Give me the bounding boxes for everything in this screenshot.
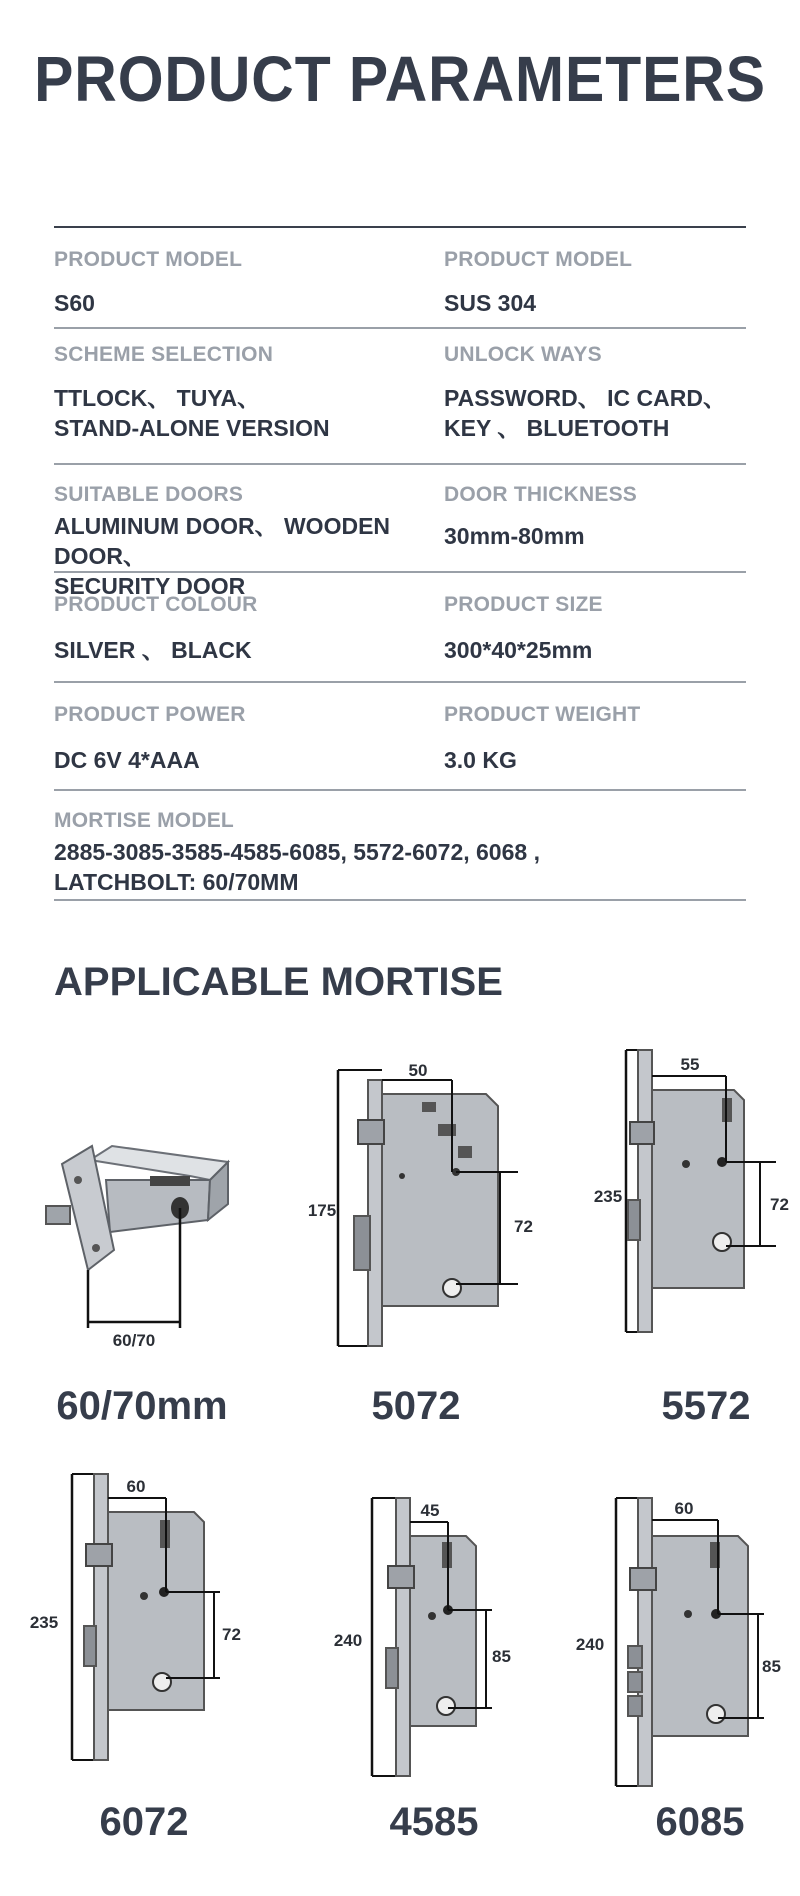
param-cell: [444, 593, 746, 681]
dim-backset: 60: [674, 1499, 694, 1518]
param-label: SCHEME SELECTION: [54, 343, 274, 366]
table-row: [54, 791, 746, 901]
param-label: PRODUCT POWER: [54, 703, 246, 726]
param-label: UNLOCK WAYS: [444, 343, 602, 366]
mortise-5072-diagram: [302, 1060, 542, 1360]
param-label: DOOR THICKNESS: [444, 483, 637, 506]
param-cell: [54, 343, 444, 463]
dim-backset: 60: [126, 1477, 146, 1496]
dim-center: 85: [762, 1657, 781, 1676]
param-value: SUS 304: [444, 290, 537, 316]
mortise-6072-drawing: [24, 1470, 241, 1770]
param-value: DC 6V 4*AAA: [54, 747, 200, 773]
mortise-6072-diagram: [24, 1470, 241, 1770]
dim-height: 240: [575, 1635, 605, 1654]
param-cell: [54, 703, 444, 789]
param-value: TTLOCK、 TUYA、 STAND-ALONE VERSION: [54, 385, 330, 441]
mortise-4585-drawing: [326, 1486, 526, 1786]
dim-height: 240: [333, 1631, 363, 1650]
param-label: PRODUCT COLOUR: [54, 593, 258, 616]
param-value: 300*40*25mm: [444, 637, 593, 663]
param-cell: [54, 593, 444, 681]
page-title: PRODUCT PARAMETERS: [34, 43, 766, 115]
mortise-caption: 6072: [99, 1800, 189, 1844]
table-row: [54, 329, 746, 465]
param-label: SUITABLE DOORS: [54, 483, 244, 506]
mortise-caption: 4585: [389, 1800, 479, 1844]
mortise-caption: 5072: [371, 1384, 461, 1428]
param-cell: [444, 343, 746, 463]
param-value: S60: [54, 290, 95, 316]
latchbolt-diagram: [40, 1120, 230, 1350]
param-cell: [444, 483, 746, 571]
mortise-caption: 5572: [661, 1384, 751, 1428]
param-cell: [444, 248, 746, 327]
mortise-6085-drawing: [568, 1486, 781, 1796]
mortise-4585-diagram: [326, 1486, 526, 1786]
param-cell: [54, 809, 746, 899]
param-value: 2885-3085-3585-4585-6085, 5572-6072, 6068 , LATCHBOLT: 60/70MM: [54, 839, 540, 895]
latchbolt-dimension: [40, 1120, 230, 1360]
dim-center: 72: [514, 1217, 533, 1236]
table-row: [54, 228, 746, 329]
mortise-6085-diagram: [568, 1486, 781, 1796]
dim-height: 235: [29, 1613, 59, 1632]
dim-center: 72: [770, 1195, 789, 1214]
param-value: 30mm-80mm: [444, 523, 585, 549]
dim-height: 175: [307, 1201, 337, 1220]
table-row: [54, 683, 746, 791]
dim-backset: 45: [420, 1501, 440, 1520]
mortise-5572-diagram: [590, 1046, 800, 1346]
mortise-5572-drawing: [590, 1046, 800, 1346]
param-cell: [54, 483, 444, 599]
mortise-caption: 6085: [655, 1800, 745, 1844]
dim-backset: 50: [408, 1061, 428, 1080]
param-value: SILVER 、 BLACK: [54, 637, 252, 663]
param-label: MORTISE MODEL: [54, 809, 234, 832]
param-cell: [54, 248, 444, 327]
dim-center: 85: [492, 1647, 511, 1666]
param-label: PRODUCT MODEL: [54, 248, 243, 271]
param-value: 3.0 KG: [444, 747, 517, 773]
dim-backset: 55: [680, 1055, 700, 1074]
mortise-5072-drawing: [302, 1060, 542, 1360]
param-label: PRODUCT SIZE: [444, 593, 603, 616]
param-label: PRODUCT MODEL: [444, 248, 633, 271]
section-title: APPLICABLE MORTISE: [54, 960, 503, 1004]
param-label: PRODUCT WEIGHT: [444, 703, 641, 726]
parameters-table: [54, 226, 746, 901]
table-row: [54, 465, 746, 599]
mortise-caption: 60/70mm: [56, 1384, 228, 1428]
param-value: PASSWORD、 IC CARD、 KEY 、 BLUETOOTH: [444, 385, 726, 441]
param-value: ALUMINUM DOOR、 WOODEN DOOR、 SECURITY DOOR: [54, 513, 391, 599]
dim-height: 235: [593, 1187, 623, 1206]
param-cell: [444, 703, 746, 789]
dim-center: 72: [222, 1625, 241, 1644]
dim-backset: 60/70: [112, 1331, 156, 1350]
